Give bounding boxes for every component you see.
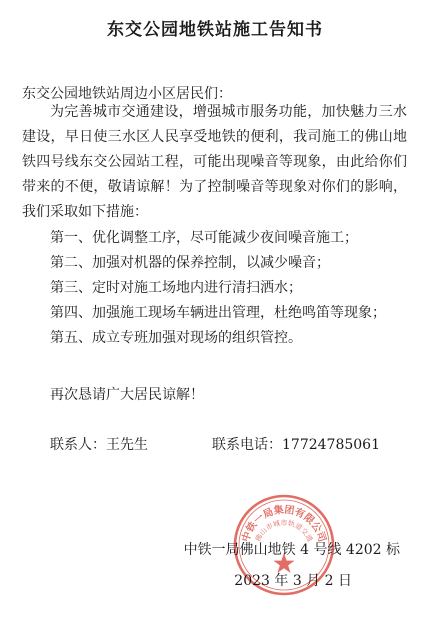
measure-item: 第二、加强对机器的保养控制，以减少噪音；	[50, 255, 330, 271]
intro-paragraph: 为完善城市交通建设，增强城市服务功能，加快魅力三水建设，早日使三水区人民享受地铁的便利，我司施工的佛山地铁四号线东交公园站工程，可能出现噪音等现象，由此给你们带来的不便，敬请谅解！为了控制噪音等现象对你们的影响，我们采取如下措施：	[22, 104, 407, 220]
measure-item: 第五、成立专班加强对现场的组织管控。	[50, 330, 302, 346]
contact-person: 联系人：王先生	[50, 437, 148, 453]
seal-inner-text: 佛山市城市轨道交通	[254, 519, 314, 543]
seal-outer-text: 中铁一局集团有限公司	[240, 504, 328, 544]
measures-list	[50, 226, 410, 351]
contact-phone: 联系电话：17724785061	[212, 437, 380, 453]
salutation: 东交公园地铁站周边小区居民们：	[22, 86, 232, 102]
closing-line: 再次恳请广大居民谅解！	[50, 387, 204, 403]
signer: 中铁一局佛山地铁 4 号线 4202 标	[183, 542, 400, 558]
measure-item: 第三、定时对施工场地内进行清扫洒水；	[50, 280, 302, 296]
measure-item: 第四、加强施工现场车辆进出管理，杜绝鸣笛等现象；	[50, 305, 386, 321]
notice-date: 2023 年 3 月 2 日	[234, 573, 352, 589]
measure-item: 第一、优化调整工序，尽可能减少夜间噪音施工；	[50, 230, 358, 246]
notice-title: 东交公园地铁站施工告知书	[107, 20, 323, 40]
